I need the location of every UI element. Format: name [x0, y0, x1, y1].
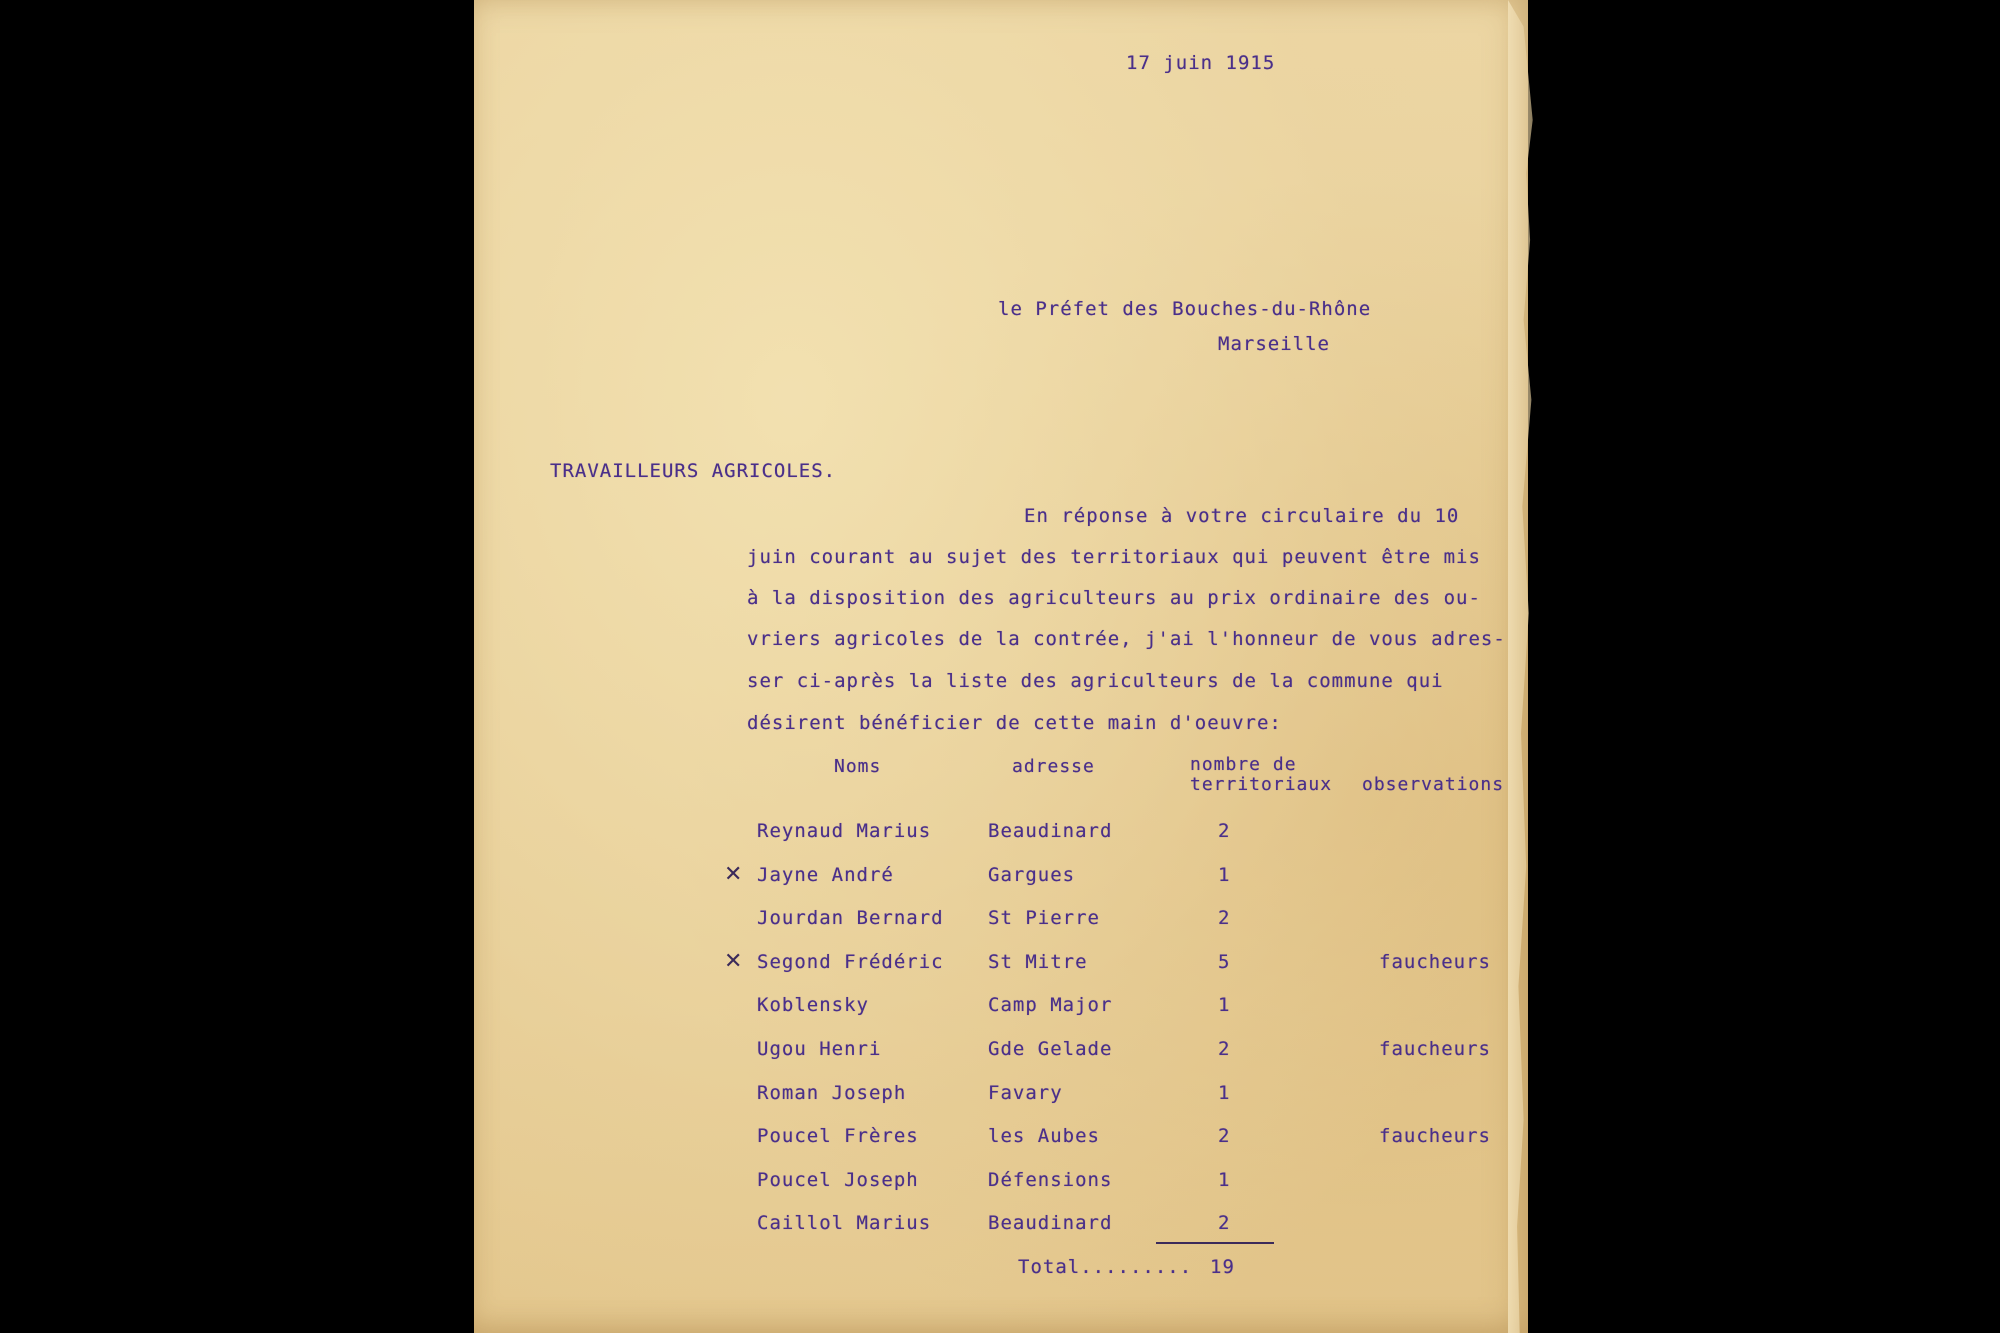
- row-adresse: Gde Gelade: [988, 1038, 1113, 1060]
- row-nombre: 2: [1218, 907, 1231, 929]
- body-line: ser ci-après la liste des agriculteurs de la commune qui: [747, 670, 1444, 692]
- row-adresse: Beaudinard: [988, 1212, 1113, 1234]
- row-nombre: 2: [1218, 1038, 1231, 1060]
- row-nom: Jourdan Bernard: [757, 907, 944, 929]
- header-noms: Noms: [834, 756, 882, 777]
- header-observations: observations: [1362, 774, 1505, 795]
- total-rule: [1156, 1242, 1274, 1244]
- row-adresse: Beaudinard: [988, 820, 1113, 842]
- row-nombre: 1: [1218, 864, 1231, 886]
- row-adresse: Favary: [988, 1082, 1063, 1104]
- body-line: désirent bénéficier de cette main d'oeuvre:: [747, 712, 1282, 734]
- row-nombre: 1: [1218, 1082, 1231, 1104]
- row-nom: Jayne André: [757, 864, 894, 886]
- row-nombre: 2: [1218, 820, 1231, 842]
- body-line: juin courant au sujet des territoriaux qui peuvent être mis: [747, 546, 1481, 568]
- row-nom: Reynaud Marius: [757, 820, 932, 842]
- row-nom: Poucel Joseph: [757, 1169, 919, 1191]
- row-nom: Poucel Frères: [757, 1125, 919, 1147]
- row-nom: Segond Frédéric: [757, 951, 944, 973]
- row-adresse: Gargues: [988, 864, 1076, 886]
- row-observation: faucheurs: [1379, 1125, 1491, 1147]
- body-line: En réponse à votre circulaire du 10: [1024, 505, 1460, 527]
- row-nom: Koblensky: [757, 994, 869, 1016]
- row-observation: faucheurs: [1379, 1038, 1491, 1060]
- row-adresse: Défensions: [988, 1169, 1113, 1191]
- letter-paper: [474, 0, 1528, 1333]
- body-line: à la disposition des agriculteurs au prix ordinaire des ou-: [747, 587, 1481, 609]
- row-adresse: St Pierre: [988, 907, 1100, 929]
- torn-edge: [1508, 0, 1534, 1333]
- header-adresse: adresse: [1012, 756, 1095, 777]
- header-nombre-line1: nombre de: [1190, 754, 1297, 775]
- row-nombre: 1: [1218, 1169, 1231, 1191]
- row-nom: Roman Joseph: [757, 1082, 907, 1104]
- row-adresse: Camp Major: [988, 994, 1113, 1016]
- letter-date: 17 juin 1915: [1126, 52, 1276, 74]
- check-mark-icon: ✕: [724, 949, 743, 974]
- row-observation: faucheurs: [1379, 951, 1491, 973]
- letter-subject: TRAVAILLEURS AGRICOLES.: [550, 460, 837, 482]
- check-mark-icon: ✕: [724, 862, 743, 887]
- row-nom: Caillol Marius: [757, 1212, 932, 1234]
- row-adresse: les Aubes: [988, 1125, 1100, 1147]
- total-value: 19: [1210, 1256, 1235, 1278]
- recipient-line: le Préfet des Bouches-du-Rhône: [998, 298, 1372, 320]
- body-line: vriers agricoles de la contrée, j'ai l'honneur de vous adres-: [747, 628, 1506, 650]
- header-nombre-line2: territoriaux: [1190, 774, 1333, 795]
- row-nom: Ugou Henri: [757, 1038, 882, 1060]
- row-nombre: 2: [1218, 1125, 1231, 1147]
- recipient-city: Marseille: [1218, 333, 1330, 355]
- row-nombre: 1: [1218, 994, 1231, 1016]
- row-nombre: 5: [1218, 951, 1231, 973]
- row-nombre: 2: [1218, 1212, 1231, 1234]
- total-label: Total.........: [1018, 1256, 1193, 1278]
- row-adresse: St Mitre: [988, 951, 1088, 973]
